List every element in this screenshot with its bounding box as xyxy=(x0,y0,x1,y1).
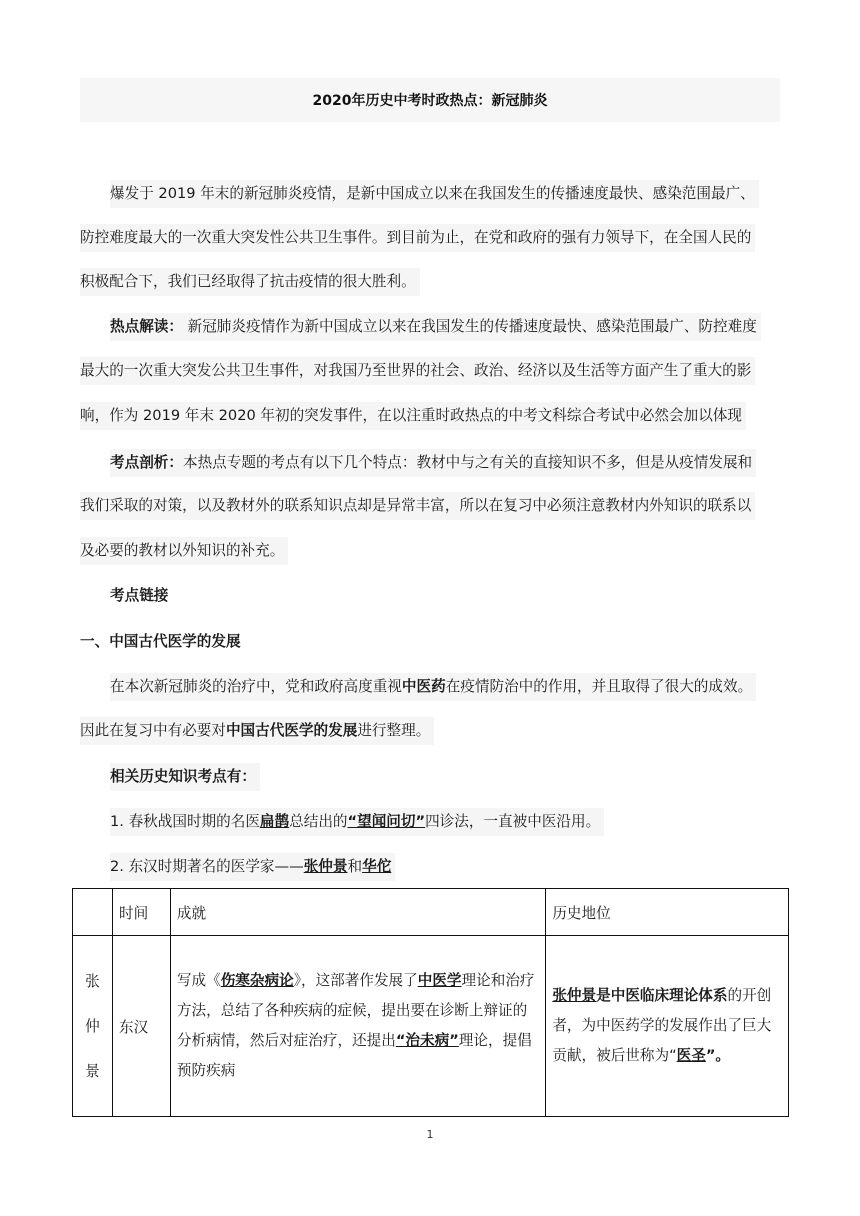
section1-wrap-1 xyxy=(110,673,756,701)
saint-term: 医圣 xyxy=(676,1047,706,1064)
hotspot-label: 热点解读： xyxy=(110,318,183,335)
hotspot-line-2 xyxy=(80,357,755,385)
intro-line-2 xyxy=(80,224,755,252)
table-header-cell: 时间 xyxy=(112,889,170,936)
point-1 xyxy=(110,808,604,836)
analysis-text-3: 及必要的教材以外知识的补充。 xyxy=(80,537,288,565)
points-heading-wrap xyxy=(110,763,260,791)
section1-heading xyxy=(80,628,241,656)
intro-text-3: 积极配合下，我们已经取得了抗击疫情的很大胜利。 xyxy=(80,268,420,296)
table-header-row xyxy=(73,889,789,936)
tcm-science-term: 中医学 xyxy=(417,972,462,989)
status-text: 的开创者，为中医药学的发展作出了巨大贡献，被后世称为“ xyxy=(552,987,772,1064)
hotspot-text-1: 新冠肺炎疫情作为新中国成立以来在我国发生的传播速度最快、感染范围最广、防控难度 xyxy=(182,318,757,335)
analysis-wrap xyxy=(110,449,756,477)
hotspot-text-3: 响，作为 2019 年末 2020 年初的突发事件，在以注重时政热点的中考文科综合考试中必然会加以体现 xyxy=(80,402,746,430)
achievement-cell xyxy=(170,936,545,1117)
ach-text: 理论，提倡预防疾病 xyxy=(176,1032,532,1079)
status-text: 是 xyxy=(596,987,611,1004)
book-title: 伤寒杂病论 xyxy=(220,972,294,989)
table-header-cell: 成就 xyxy=(170,889,545,936)
section1-line-2 xyxy=(80,717,434,745)
section1-text-f: 进行整理。 xyxy=(357,722,431,739)
hotspot-text-2: 最大的一次重大突发公共卫生事件，对我国乃至世界的社会、政治、经济以及生活等方面产生了重大的影 xyxy=(80,357,755,385)
points-heading xyxy=(110,763,260,791)
name-char: 景 xyxy=(85,1062,100,1080)
name-char: 仲 xyxy=(85,1017,100,1035)
time-cell: 东汉 xyxy=(112,936,170,1117)
section1-text-c: 在疫情防治中的作用，并且取得了很大的成效。 xyxy=(445,678,753,695)
analysis-line-1 xyxy=(80,449,756,477)
status-cell xyxy=(546,936,789,1117)
four-diagnosis-term: “望闻问切” xyxy=(347,813,426,830)
analysis-label: 考点剖析： xyxy=(110,454,183,471)
intro-text-1: 爆发于 2019 年末的新冠肺炎疫情，是新中国成立以来在我国发生的传播速度最快、感染范围最广、 xyxy=(110,180,759,208)
tcm-term: 中医药 xyxy=(401,678,446,695)
point-1-text-a: 1. 春秋战国时期的名医 xyxy=(110,813,260,830)
points-heading-text: 相关历史知识考点有： xyxy=(110,768,256,785)
table-row xyxy=(73,936,789,1117)
clinical-theory-term: 中医临床理论体系 xyxy=(610,987,728,1004)
intro-line-1 xyxy=(80,180,759,208)
link-heading xyxy=(110,582,168,610)
zhangzhongjing-term: 张仲景 xyxy=(303,858,348,875)
point-2 xyxy=(110,853,395,881)
title-text: 2020年历史中考时政热点：新冠肺炎 xyxy=(312,93,548,109)
section1-text-a: 在本次新冠肺炎的治疗中，党和政府高度重视 xyxy=(110,678,402,695)
hotspot-line-3 xyxy=(80,402,746,430)
section1-wrap-2 xyxy=(80,717,434,745)
intro-line-3 xyxy=(80,268,420,296)
point-2-wrap xyxy=(110,853,395,881)
ach-text: 》，这部著作发展了 xyxy=(293,972,418,989)
point-1-text-c: 总结出的 xyxy=(289,813,348,830)
hotspot-wrap xyxy=(110,313,761,341)
point-2-text-a: 2. 东汉时期著名的医学家—— xyxy=(110,858,304,875)
point-1-text-e: 四诊法，一直被中医沿用。 xyxy=(425,813,601,830)
analysis-line-3 xyxy=(80,537,288,565)
section1-line-1 xyxy=(80,673,756,701)
point-2-text-c: 和 xyxy=(347,858,363,875)
table-header-cell xyxy=(73,889,113,936)
page-number: 1 xyxy=(426,1128,434,1141)
table-header-cell: 历史地位 xyxy=(546,889,789,936)
point-1-wrap xyxy=(110,808,604,836)
ancient-medicine-term: 中国古代医学的发展 xyxy=(225,722,358,739)
huatuo-term: 华佗 xyxy=(362,858,392,875)
intro-text-2: 防控难度最大的一次重大突发性公共卫生事件。到目前为止，在党和政府的强有力领导下，在全国人民的 xyxy=(80,224,755,252)
analysis-text-2: 我们采取的对策，以及教材外的联系知识点却是异常丰富，所以在复习中必须注意教材内外知识的联系以 xyxy=(80,492,755,520)
medicine-table xyxy=(72,888,789,1117)
name-char: 张 xyxy=(85,972,100,990)
bianque-term: 扁鹊 xyxy=(259,813,290,830)
analysis-text-1: 本热点专题的考点有以下几个特点：教材中与之有关的直接知识不多，但是从疫情发展和 xyxy=(182,454,753,471)
hotspot-line-1 xyxy=(80,313,761,341)
analysis-line-2 xyxy=(80,492,755,520)
ach-text: 写成《 xyxy=(176,972,221,989)
status-text: ”。 xyxy=(705,1047,731,1064)
person-term: 张仲景 xyxy=(552,987,597,1004)
document-title xyxy=(80,78,780,122)
link-heading-text: 考点链接 xyxy=(110,587,169,604)
ach-text: 理论和治疗方法，总结了各种疾病的症候，提出要在诊断上辩证的分析病情，然后对症治疗，还提出 xyxy=(176,972,535,1049)
person-name-cell xyxy=(73,936,113,1117)
prevention-term: “治未病” xyxy=(395,1032,459,1049)
section1-text-d: 因此在复习中有必要对 xyxy=(80,722,226,739)
section1-heading-text: 一、中国古代医学的发展 xyxy=(80,633,241,650)
